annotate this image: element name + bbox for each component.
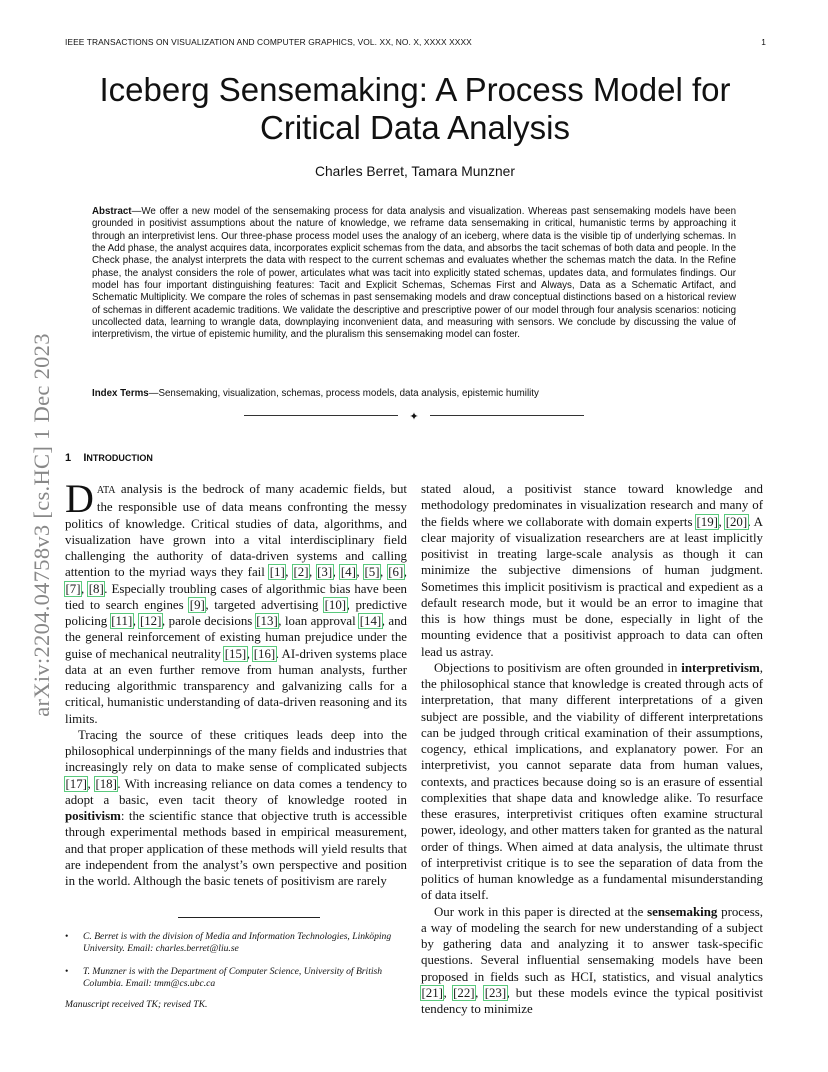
index-terms-label: Index Terms [92,388,149,399]
paragraph: Tracing the source of these critiques leads deep into the philosophical underpinnings of the many fields and industries that increasingly rely on data to make sense of complicated subjects [17], [18]. With increasing reliance on data comes a tendency to adopt a basic, even tacit theory of knowledge rooted in positivism: the scientific stance that objective truth is accessible through experimental methods based in empirical measurement, and that proper application of these methods will yield results that are independent from the analyst’s own perspective and position in the world. Although the basic tenets of positivism are rarely [65,727,407,888]
citation-link[interactable]: [8] [88,581,104,596]
paragraph: Objections to positivism are often grounded in interpretivism, the philosophical stance that knowledge is created through acts of interpretation, that many different interpretations of a given subject are possible, and the viability of different interpretations can be judged through critical examination of their assumptions, cogency, ethical implications, and explanatory power. For an interpretivist, you cannot separate data from human values, contexts, and practices because doing so is an erasure of essential complexities that shape data and knowledge alike. To resurface these erasures, interpretivist critiques often examine structural power, ideology, and other matters taken for granted as the natural order of things. When aimed at data analysis, the ultimate thrust of interpretivist critique is to see the separation of data from the politics of human knowledge as a fundamental misunderstanding of data itself. [421,660,763,903]
abstract [92,206,736,342]
citation-link[interactable]: [7] [65,581,81,596]
authors: Charles Berret, Tamara Munzner [315,164,515,179]
citation-link[interactable]: [20] [725,514,748,529]
citation-link[interactable]: [2] [293,565,309,580]
citation-link[interactable]: [3] [317,565,333,580]
citation-link[interactable]: [16] [253,646,276,661]
index-terms-text: —Sensemaking, visualization, schemas, process models, data analysis, epistemic humility [148,388,539,399]
separator-line-right [430,415,584,416]
paper-title: Iceberg Sensemaking: A Process Model for Critical Data Analysis [99,71,731,146]
paragraph: stated aloud, a positivist stance toward knowledge and methodology predominates in visualization research and many of the fields where we collaborate with domain experts [19], [20]. A clear majority of visualization researchers are at least implicitly positivist in treating large-scale analysis as though it can minimize the subjective dimensions of human judgment. Sometimes this implicit positivism is practical and expedient as a default research mode, but it would be an error to imagine that this is how things must be done, especially in light of the mounting evidence that a positivist approach to data can often lead us astray. [421,482,763,659]
citation-link[interactable]: [6] [388,565,404,580]
citation-link[interactable]: [10] [324,597,347,612]
citation-link[interactable]: [14] [359,614,382,628]
term-sensemaking: sensemaking [647,904,718,919]
paragraph: DATA analysis is the bedrock of many academic fields, but the responsible use of data means confronting the messy politics of knowledge. Critical studies of data, algorithms, and visualization have grown into a vital interdisciplinary field challenging the authority of data-driven systems and calling attention to the myriad ways they fail [1], [2], [3], [4], [5], [6], [7], [8]. Especially troubling cases of algorithmic bias have been tied to search engines [9], targeted advertising [10], predictive policing [11], [12], parole decisions [13], loan approval [14], and the general reinforcement of existing human prejudice under the guise of mechanical neutrality [15], [16]. AI-driven systems place data at an even further remove from human analysts, further reducing algorithmic transparency and galvanizing calls for a critical, humanistic understanding of data-driven reasoning and its limits. [65,476,408,726]
diamond-icon: ✦ [409,410,419,423]
page-number: 1 [761,37,766,47]
bullet-icon: • [65,931,69,942]
citation-link[interactable]: [4] [340,565,356,580]
citation-link[interactable]: [22] [453,985,475,1000]
separator-line-left [244,415,398,416]
section-number: 1 [65,452,72,464]
citation-link[interactable]: [5] [364,565,380,580]
citation-link[interactable]: [17] [65,776,87,791]
citation-link[interactable]: [21] [421,985,443,1000]
citation-link[interactable]: [15] [224,646,247,661]
citation-link[interactable]: [23] [484,985,507,1000]
citation-link[interactable]: [12] [139,614,162,628]
section-title-rest: NTRODUCTION [86,453,153,463]
running-header [65,37,766,51]
citation-link[interactable]: [1] [269,565,285,580]
footnote-author-2: • T. Munzner is with the Department of Computer Science, University of British Columbia. Email: tmm@cs.ubc.ca [65,966,383,990]
section-initial: I [83,452,87,464]
abstract-text: —We offer a new model of the sensemaking process for data analysis and visualization. Whereas past sensemaking models have been grounded in positivist assumptions about the nature of knowledge, we reframe data sensemaking in critical, humanistic terms by approaching it through an interpretivist lens. Our three-phase process model uses the analogy of an iceberg, where data is the visible tip of underlying schemas. In the Add phase, the analyst acquires data, incorporates explicit schemas from the data, and absorbs the tacit schemas of both data and people. In the Check phase, the analyst interprets the data with respect to the current schemas and evaluates whether the schemas match the data. In the Refine phase, the analyst considers the role of power, articulates what was tacit into explicitly stated schemas, updates data, and formulates findings. Our model has four important distinguishing features: Tacit and Explicit Schemas, Schemas First and Always, Data as a Schematic Artifact, and Schematic Multiplicity. We compare the roles of schemas in past sensemaking models and draw conceptual distinctions based on a historical review of schemas in different academic traditions. We validate the descriptive and prescriptive power of our model through four analysis scenarios: noticing uncollected data, learning to wrangle data, downplaying inconvenient data, and measuring with sensors. We conclude by discussing the value of interpretivism, the virtue of epistemic humility, and the pluralism this sensemaking model can foster. [92,206,736,341]
bullet-icon: • [65,966,69,977]
manuscript-note: Manuscript received TK; revised TK. [65,999,208,1010]
citation-link[interactable]: [18] [95,776,117,791]
term-interpretivism: interpretivism [681,660,760,675]
citation-link[interactable]: [11] [111,614,133,628]
drop-cap: D [65,476,94,521]
journal-header: IEEE TRANSACTIONS ON VISUALIZATION AND COMPUTER GRAPHICS, VOL. XX, NO. X, XXXX XXXX [65,37,472,47]
footnote-rule [178,917,320,918]
abstract-label: Abstract [92,206,132,217]
citation-link[interactable]: [9] [189,597,205,612]
right-column [421,481,763,1017]
paragraph: Our work in this paper is directed at the sensemaking process, a way of modeling the search for new understanding of a subject by gathering data and analyzing it to answer task-specific questions. Several influential sensemaking models have been proposed in fields such as HCI, statistics, and visual analytics [21], [22], [23], but these models evince the typical positivist tendency to minimize [421,904,764,1016]
footnote-author-1: • C. Berret is with the division of Media and Information Technologies, Linköping University. Email: charles.berret@liu.se [65,931,392,955]
arxiv-stamp [22,290,62,760]
term-positivism: positivism [65,809,121,823]
section-separator [244,410,584,423]
index-terms [92,388,736,399]
citation-link[interactable]: [13] [256,614,278,628]
citation-link[interactable]: [19] [696,514,718,529]
section-heading [65,452,153,464]
left-column [65,476,408,889]
arxiv-stamp-text: arXiv:2204.04758v3 [cs.HC] 1 Dec 2023 [29,333,54,717]
